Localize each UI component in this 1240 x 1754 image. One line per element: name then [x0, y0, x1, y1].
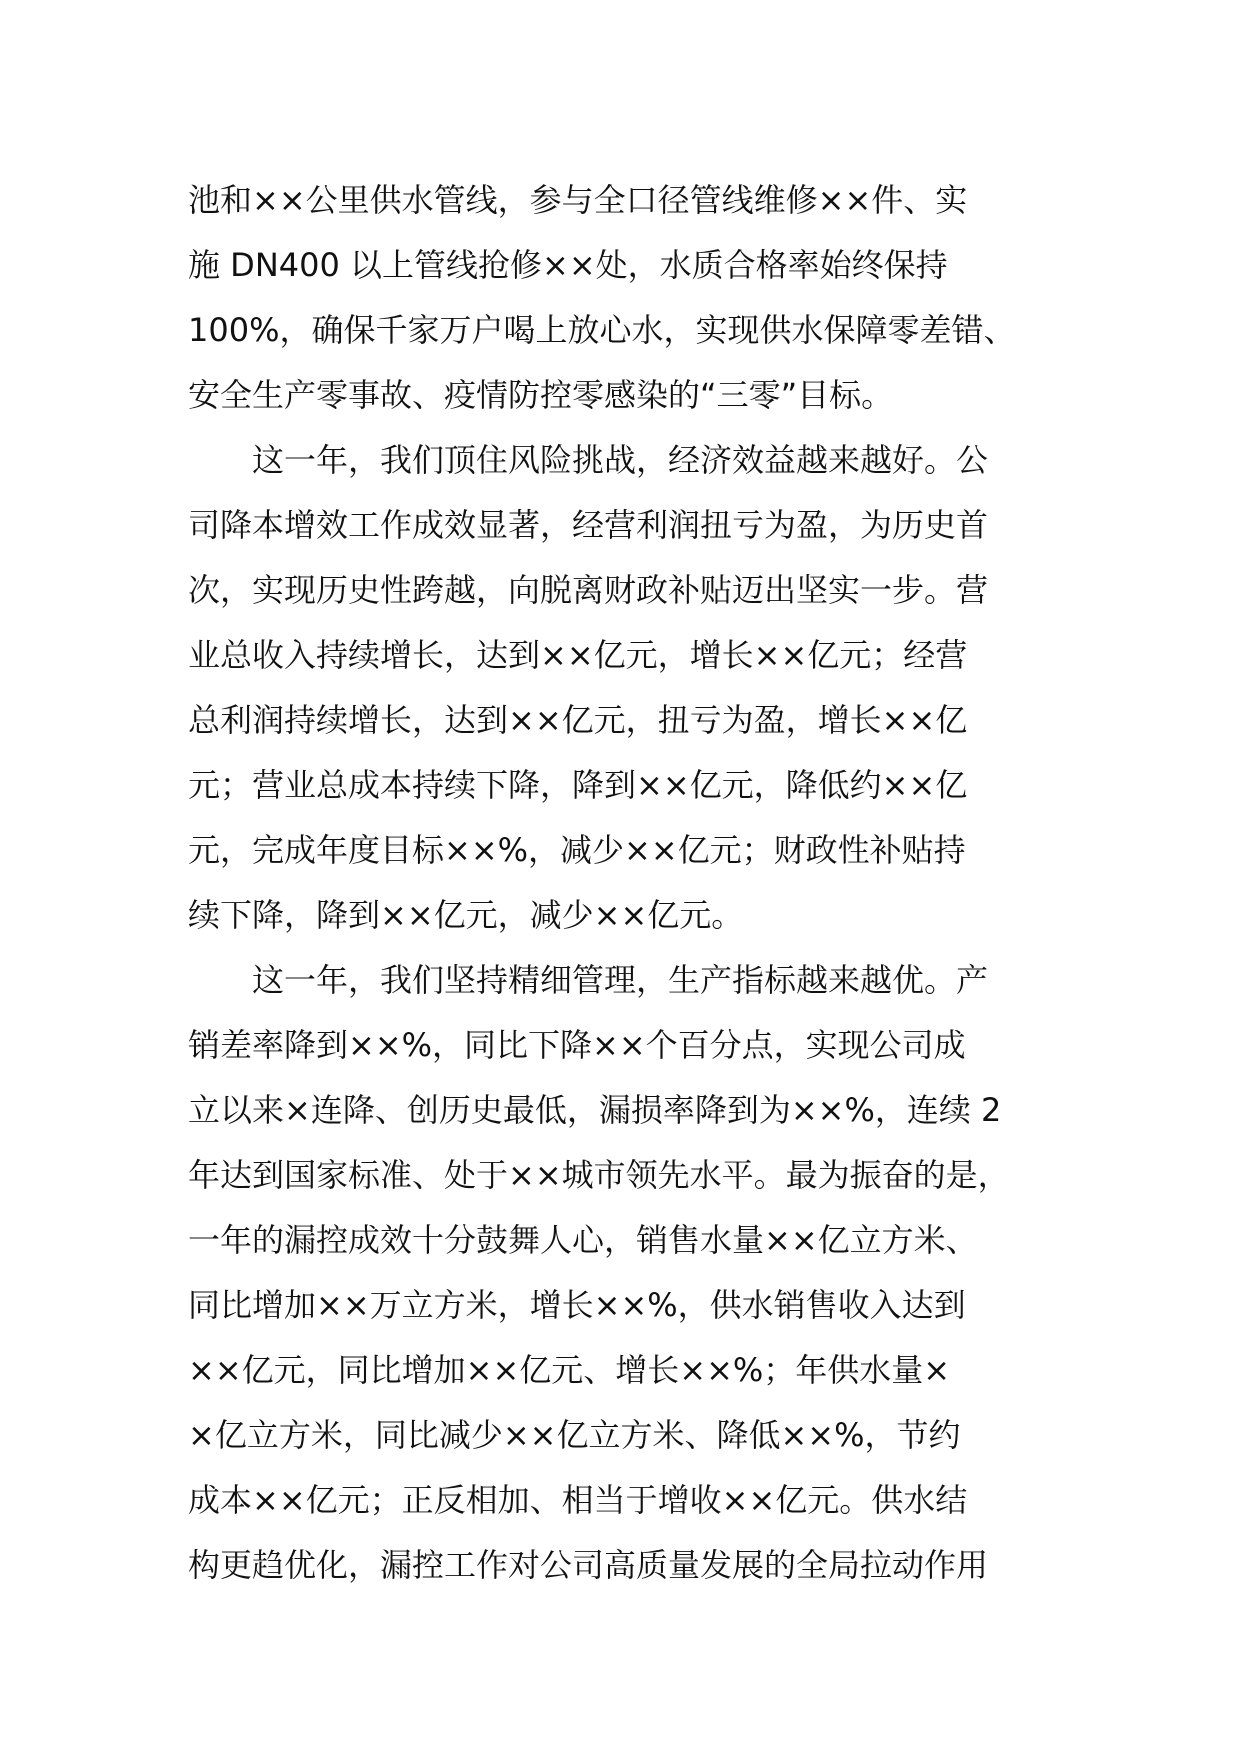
text-line: 业总收入持续增长，达到××亿元，增长××亿元；经营: [188, 636, 968, 674]
text-line: 销差率降到××%，同比下降××个百分点，实现公司成: [188, 1026, 966, 1064]
text-line: 成本××亿元；正反相加、相当于增收××亿元。供水结: [188, 1481, 968, 1519]
text-line: 续下降，降到××亿元，减少××亿元。: [188, 896, 744, 934]
text-line: 构更趋优化，漏控工作对公司高质量发展的全局拉动作用: [188, 1546, 989, 1584]
text-line: 安全生产零事故、疫情防控零感染的“三零”目标。: [188, 376, 894, 414]
paragraph-first-line: 这一年，我们坚持精细管理，生产指标越来越优。产: [252, 961, 989, 999]
text-line: 立以来×连降、创历史最低，漏损率降到为××%，连续 2: [188, 1091, 1002, 1129]
text-line: 元；营业总成本持续下降，降到××亿元，降低约××亿: [188, 766, 968, 804]
paragraph-first-line: 这一年，我们顶住风险挑战，经济效益越来越好。公: [252, 441, 989, 479]
text-line: 一年的漏控成效十分鼓舞人心，销售水量××亿立方米、: [188, 1221, 978, 1259]
text-line: ×亿立方米，同比减少××亿立方米、降低××%，节约: [188, 1416, 961, 1454]
text-line: 年达到国家标准、处于××城市领先水平。最为振奋的是，: [188, 1156, 1010, 1194]
body-text: [188, 168, 1088, 1598]
text-line: 池和××公里供水管线，参与全口径管线维修××件、实: [188, 181, 968, 219]
text-line: 同比增加××万立方米，增长××%，供水销售收入达到: [188, 1286, 966, 1324]
text-line: ××亿元，同比增加××亿元、增长××%；年供水量×: [188, 1351, 951, 1389]
text-line: 总利润持续增长，达到××亿元，扭亏为盈，增长××亿: [188, 701, 968, 739]
text-line: 施 DN400 以上管线抢修××处，水质合格率始终保持: [188, 246, 948, 284]
text-line: 次，实现历史性跨越，向脱离财政补贴迈出坚实一步。营: [188, 571, 989, 609]
text-line: 司降本增效工作成效显著，经营利润扭亏为盈，为历史首: [188, 506, 989, 544]
text-line: 100%，确保千家万户喝上放心水，实现供水保障零差错、: [188, 311, 1016, 349]
text-line: 元，完成年度目标××%，减少××亿元；财政性补贴持: [188, 831, 966, 869]
